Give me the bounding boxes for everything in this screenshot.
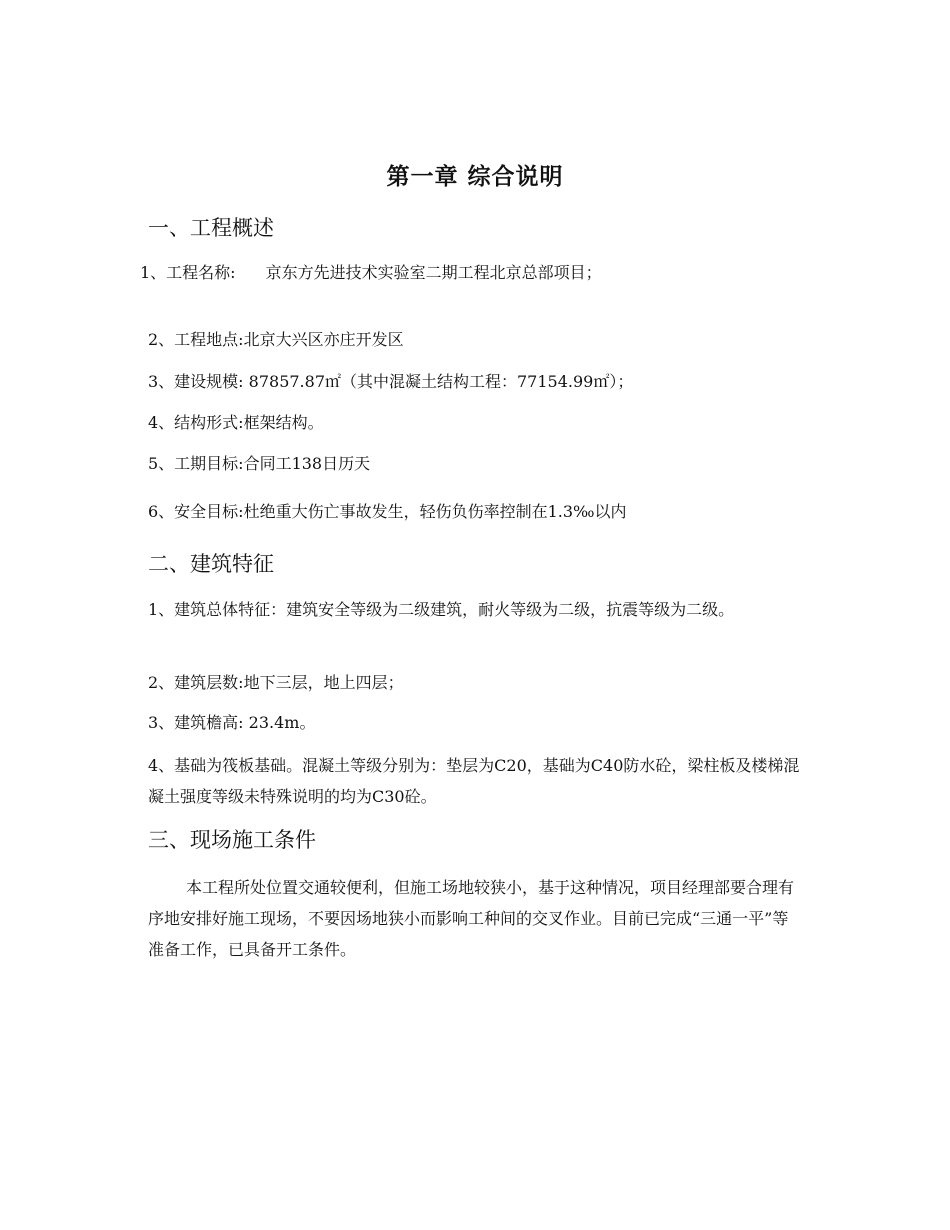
project-name-value: 京东方先进技术实验室二期工程北京总部项目； — [265, 263, 602, 282]
features-item-floors: 2、建筑层数:地下三层，地上四层； — [148, 673, 404, 692]
features-item-height: 3、建筑檐高: 23.4m。 — [148, 713, 316, 732]
overview-item-location: 2、工程地点:北京大兴区亦庄开发区 — [148, 330, 404, 349]
overview-item-project-name — [140, 258, 602, 288]
chapter-title: 第一章 综合说明 — [386, 164, 564, 190]
overview-item-schedule: 5、工期目标:合同工138日历天 — [148, 454, 371, 473]
section-heading-building-features: 二、建筑特征 — [148, 552, 274, 576]
project-name-label: 1、工程名称: — [140, 263, 236, 282]
overview-item-safety: 6、安全目标:杜绝重大伤亡事故发生，轻伤负伤率控制在1.3‰以内 — [148, 502, 627, 521]
section-heading-site-conditions: 三、现场施工条件 — [148, 828, 316, 852]
section-heading-overview: 一、工程概述 — [148, 216, 274, 240]
features-item-general: 1、建筑总体特征：建筑安全等级为二级建筑，耐火等级为二级，抗震等级为二级。 — [148, 600, 735, 619]
features-item-foundation: 4、基础为筏板基础。混凝土等级分别为：垫层为C20，基础为C40防水砼，梁柱板及楼梯混凝土强度等级未特殊说明的均为C30砼。 — [148, 756, 800, 806]
site-conditions-paragraph: 本工程所处位置交通较便利，但施工场地较狭小，基于这种情况，项目经理部要合理有序地安排好施工现场，不要因场地狭小而影响工种间的交叉作业。目前已完成“三通一平”等准备工作，已具备开工条件。 — [148, 878, 795, 959]
overview-item-scale: 3、建设规模: 87857.87㎡（其中混凝土结构工程：77154.99㎡）； — [148, 372, 634, 391]
overview-item-structure: 4、结构形式:框架结构。 — [148, 413, 324, 432]
